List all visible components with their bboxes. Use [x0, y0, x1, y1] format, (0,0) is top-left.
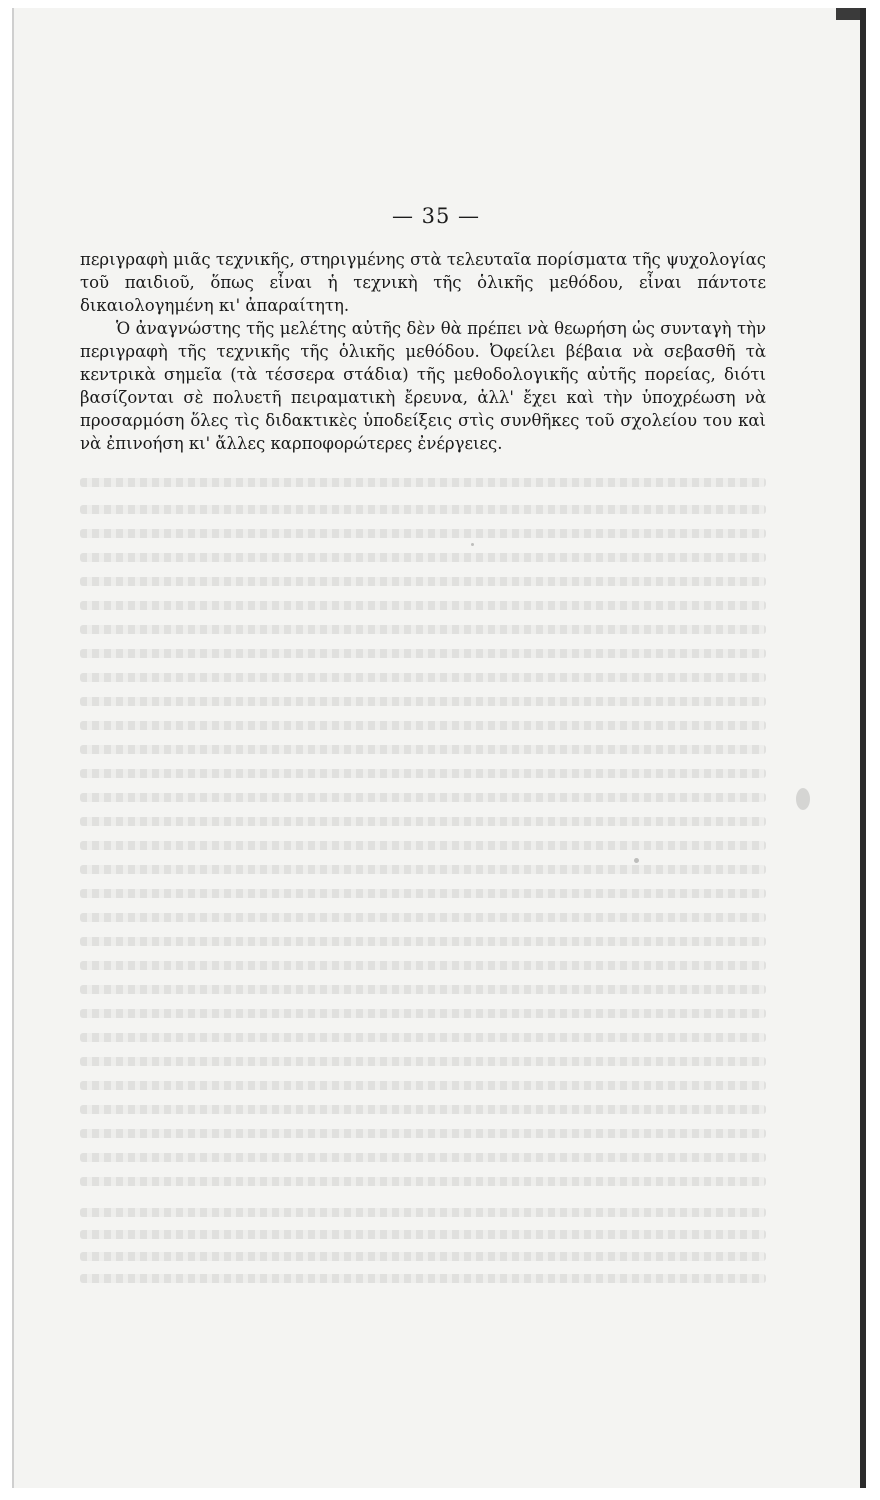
show-through-line — [80, 697, 766, 706]
show-through-line — [80, 577, 766, 586]
show-through-line — [80, 673, 766, 682]
show-through-line — [80, 1274, 766, 1283]
show-through-line — [80, 793, 766, 802]
show-through-line — [80, 1177, 766, 1186]
show-through-line — [80, 1105, 766, 1114]
page-number: — 35 — — [391, 204, 481, 228]
show-through-line — [80, 985, 766, 994]
show-through-line — [80, 745, 766, 754]
show-through-line — [80, 649, 766, 658]
show-through-line — [80, 1230, 766, 1239]
show-through-line — [80, 1208, 766, 1217]
scanned-page — [12, 8, 866, 1488]
show-through-line — [80, 529, 766, 538]
show-through-line — [80, 505, 766, 514]
show-through-line — [80, 961, 766, 970]
show-through-line — [80, 889, 766, 898]
show-through-line — [80, 1252, 766, 1261]
show-through-line — [80, 1153, 766, 1162]
body-text — [80, 248, 766, 455]
show-through-line — [80, 625, 766, 634]
show-through-line — [80, 1129, 766, 1138]
show-through-line — [80, 937, 766, 946]
paragraph-2: Ὁ ἀναγνώστης τῆς μελέτης αὐτῆς δὲν θὰ πρέπει νὰ θεωρήση ὡς συνταγὴ τὴν περιγραφὴ τῆς τεχνικῆς τῆς ὁλικῆς μεθόδου. Ὀφείλει βέβαια νὰ σεβασθῆ τὰ κεντρικὰ σημεῖα (τὰ τέσσερα στάδια) τῆς μεθοδολογικῆς αὐτῆς πορείας, διότι βασίζονται σὲ πολυετῆ πειραματικὴ ἔρευνα, ἀλλ' ἔχει καὶ τὴν ὑποχρέωση νὰ προσαρμόση ὅλες τὶς διδακτικὲς ὑποδείξεις στὶς συνθῆκες τοῦ σχολείου του καὶ νὰ ἐπινοήση κι' ἄλλες καρποφορώτερες ἐνέργειες. — [80, 319, 766, 453]
show-through-line — [80, 721, 766, 730]
show-through-line — [80, 769, 766, 778]
paper-blemish — [471, 543, 474, 546]
paragraph-1: περιγραφὴ μιᾶς τεχνικῆς, στηριγμένης στὰ τελευταῖα πορίσματα τῆς ψυχολογίας τοῦ παιδιοῦ, ὅπως εἶναι ἡ τεχνικὴ τῆς ὁλικῆς μεθόδου, εἶναι πάντοτε δικαιολογημένη κι' ἀπαραίτητη. — [80, 250, 766, 315]
show-through-line — [80, 553, 766, 562]
show-through-line — [80, 913, 766, 922]
show-through-line — [80, 817, 766, 826]
show-through-line — [80, 841, 766, 850]
page-corner-shadow — [836, 8, 860, 20]
show-through-line — [80, 601, 766, 610]
show-through-line — [80, 1057, 766, 1066]
show-through-line — [80, 1081, 766, 1090]
paper-blemish — [634, 858, 639, 863]
show-through-line — [80, 1033, 766, 1042]
show-through-line — [80, 478, 766, 487]
show-through-line — [80, 865, 766, 874]
show-through-line — [80, 1009, 766, 1018]
paper-blemish — [796, 788, 810, 810]
